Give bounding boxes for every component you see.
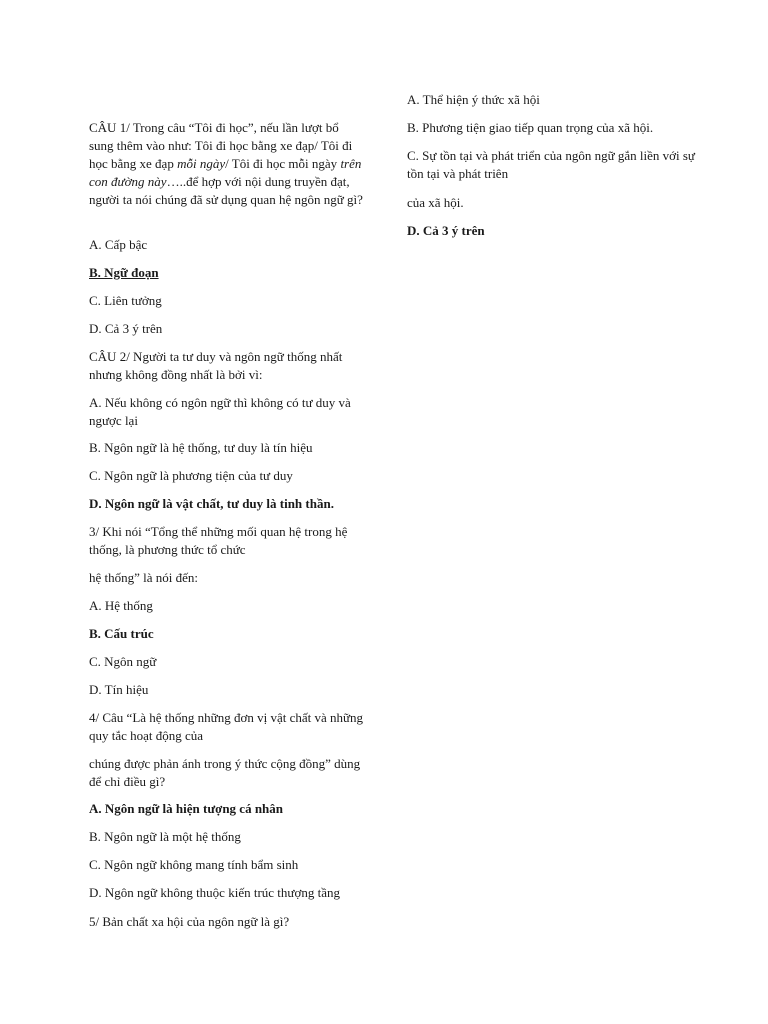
question-1-italic-1: mỗi ngày [177, 156, 226, 171]
question-3-text-2: hệ thống” là nói đến: [89, 570, 199, 585]
question-1-italic-2: trên con đường này [89, 156, 362, 189]
question-4-option-c: C. Ngôn ngữ không mang tính bẩm sinh [89, 857, 299, 872]
question-5-text: 5/ Bản chất xa hội của ngôn ngữ là gì? [89, 914, 290, 929]
question-3-option-d: D. Tín hiệu [89, 682, 149, 697]
question-1-text-part-c: …..để hợp với nội dung truyền đạt, người ta nói chúng đã sử dụng quan hệ ngôn ngữ gì? [89, 174, 363, 207]
question-5-option-c-2: của xã hội. [407, 195, 464, 210]
question-4-option-d: D. Ngôn ngữ không thuộc kiến trúc thượng tầng [89, 885, 340, 900]
question-1-option-b: B. Ngữ đoạn [89, 265, 159, 280]
question-3-option-a: A. Hệ thống [89, 598, 153, 613]
question-1-text [89, 119, 364, 209]
question-3-text-1: 3/ Khi nói “Tổng thể những mối quan hệ trong hệ thống, là phương thức tổ chức [89, 524, 348, 557]
question-2-option-a: A. Nếu không có ngôn ngữ thì không có tư duy và ngược lại [89, 395, 351, 428]
question-1-option-d: D. Cả 3 ý trên [89, 321, 163, 336]
question-2-text: CÂU 2/ Người ta tư duy và ngôn ngữ thống nhất nhưng không đồng nhất là bởi vì: [89, 349, 343, 382]
question-3-option-c: C. Ngôn ngữ [89, 654, 157, 669]
question-4-option-a: A. Ngôn ngữ là hiện tượng cá nhân [89, 801, 284, 816]
question-4-option-b: B. Ngôn ngữ là một hệ thống [89, 829, 241, 844]
question-5-option-a: A. Thể hiện ý thức xã hội [407, 92, 540, 107]
question-4-text-2: chúng được phản ánh trong ý thức cộng đồng” dùng để chỉ điều gì? [89, 756, 361, 789]
question-5-option-d: D. Cả 3 ý trên [407, 223, 485, 238]
question-3-option-b: B. Cấu trúc [89, 626, 154, 641]
question-1-text-part-a: CÂU 1/ Trong câu “Tôi đi học”, nếu lần lượt bổ sung thêm vào như: Tôi đi học bằng xe đạp/ Tôi đi học bằng xe đạp [89, 120, 353, 171]
question-1-option-c: C. Liên tưởng [89, 293, 162, 308]
question-2-option-b: B. Ngôn ngữ là hệ thống, tư duy là tín hiệu [89, 440, 313, 455]
question-2-option-c: C. Ngôn ngữ là phương tiện của tư duy [89, 468, 293, 483]
question-4-text-1: 4/ Câu “Là hệ thống những đơn vị vật chất và những quy tắc hoạt động của [89, 710, 364, 743]
question-5-option-c-1: C. Sự tồn tại và phát triển của ngôn ngữ gắn liền với sự tồn tại và phát triên [407, 148, 695, 181]
question-5-option-b: B. Phương tiện giao tiếp quan trọng của xã hội. [407, 120, 654, 135]
question-1-text-part-b: / Tôi đi học mỗi ngày [225, 156, 341, 171]
question-2-option-d: D. Ngôn ngữ là vật chất, tư duy là tinh thần. [89, 496, 334, 511]
question-1-option-a: A. Cấp bậc [89, 237, 148, 252]
